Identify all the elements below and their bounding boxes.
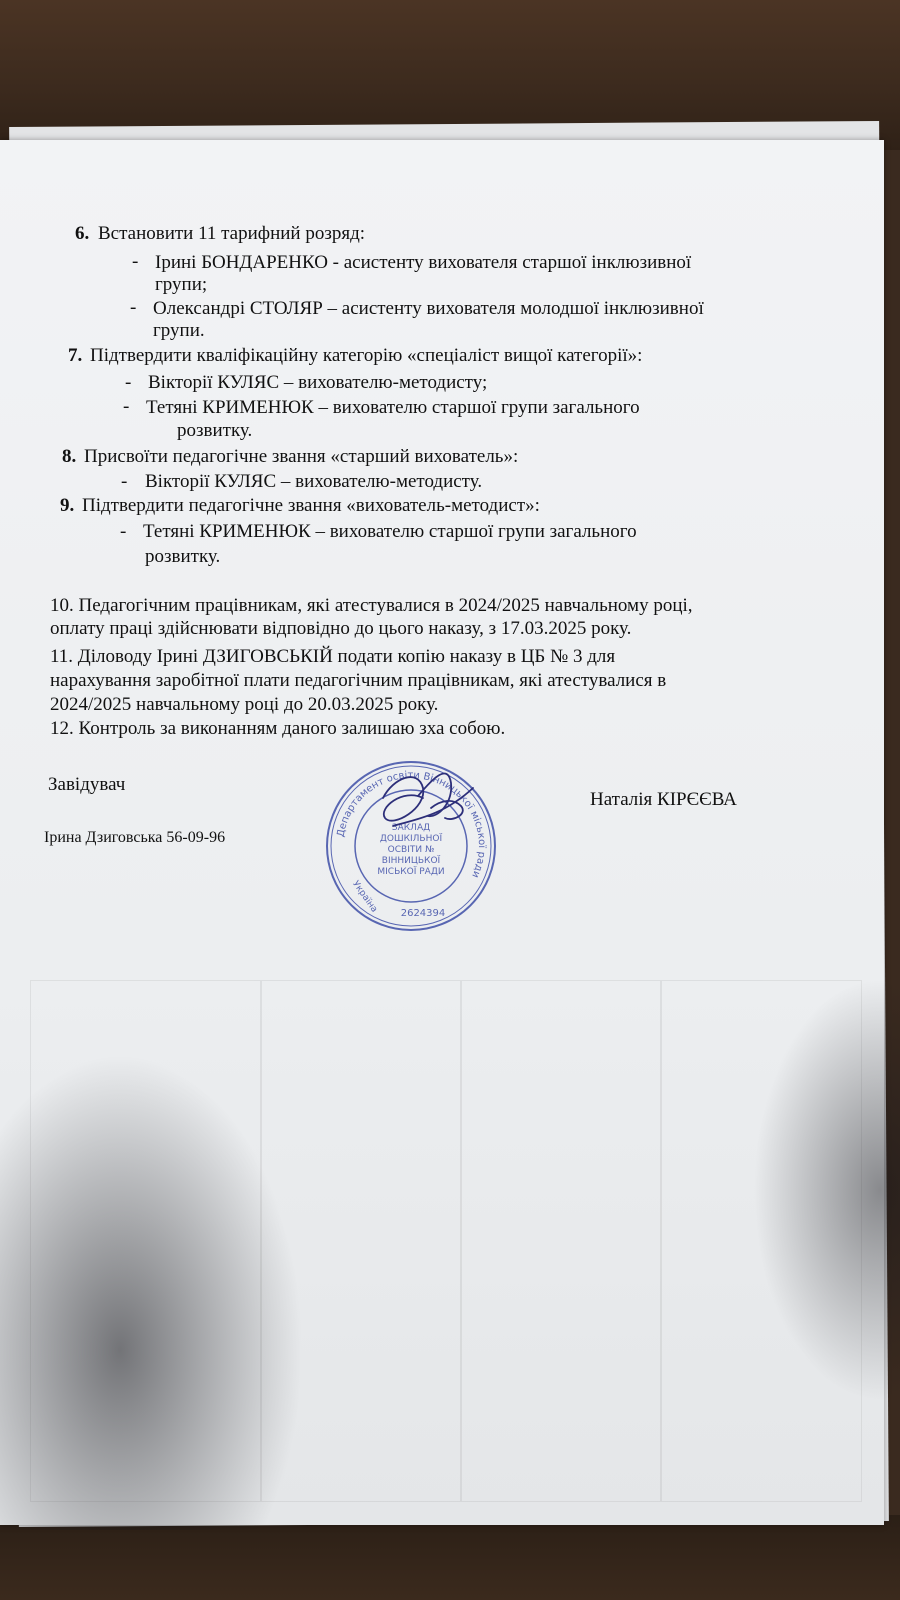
item-8a: Вікторії КУЛЯС – вихователю-методисту. bbox=[145, 471, 483, 492]
stamp-code: 2624394 bbox=[400, 908, 446, 919]
item-10-line1: 10. Педагогічним працівникам, які атестувалися в 2024/2025 навчальному році, bbox=[50, 595, 693, 616]
bullet-dash: - bbox=[130, 297, 137, 318]
item-7b-line2: розвитку. bbox=[177, 420, 253, 441]
official-stamp bbox=[323, 758, 499, 934]
item-6a-line1: Ірині БОНДАРЕНКО - асистенту вихователя старшої інклюзивної bbox=[155, 252, 692, 273]
signer-position: Завідувач bbox=[48, 774, 126, 795]
item-9a-line2: розвитку. bbox=[145, 546, 221, 567]
bullet-dash: - bbox=[120, 521, 127, 542]
item-7b-line1: Тетяні КРИМЕНЮК – вихователю старшої групи загального bbox=[146, 397, 640, 418]
item-11-line2: нарахування заробітної плати педагогічним працівникам, які атестувалися в bbox=[50, 670, 667, 691]
stamp-ring-bottom: Україна bbox=[350, 879, 380, 915]
item-9a-line1: Тетяні КРИМЕНЮК – вихователю старшої групи загального bbox=[143, 521, 637, 542]
signer-name: Наталія КІРЄЄВА bbox=[590, 789, 737, 810]
item-6-number: 6. bbox=[75, 223, 90, 244]
stamp-center-line4: ВІННИЦЬКОЇ bbox=[381, 856, 441, 866]
item-6b-line2: групи. bbox=[153, 320, 205, 341]
item-11-line1: 11. Діловоду Ірині ДЗИГОВСЬКІЙ подати копію наказу в ЦБ № 3 для bbox=[50, 646, 616, 667]
item-8-text: Присвоїти педагогічне звання «старший вихователь»: bbox=[84, 446, 519, 467]
ghost-cell bbox=[660, 980, 862, 1502]
bullet-dash: - bbox=[125, 372, 132, 393]
bleed-through-table bbox=[20, 960, 880, 1520]
item-9-text: Підтвердити педагогічне звання «вихователь-методист»: bbox=[82, 495, 540, 516]
desk-background-bottom bbox=[0, 1515, 900, 1600]
ghost-cell bbox=[30, 980, 262, 1502]
item-12: 12. Контроль за виконанням даного залишаю зха собою. bbox=[50, 718, 506, 739]
item-7a: Вікторії КУЛЯС – вихователю-методисту; bbox=[148, 372, 488, 393]
item-6a-line2: групи; bbox=[155, 274, 208, 295]
ghost-cell bbox=[460, 980, 662, 1502]
stamp-center-line5: МІСЬКОЇ РАДИ bbox=[377, 867, 445, 877]
executor-contact: Ірина Дзиговська 56-09-96 bbox=[44, 829, 226, 846]
item-6-text: Встановити 11 тарифний розряд: bbox=[98, 223, 366, 244]
bullet-dash: - bbox=[132, 251, 139, 272]
stamp-center-line1: ЗАКЛАД bbox=[391, 823, 431, 833]
ghost-cell bbox=[260, 980, 462, 1502]
item-11-line3: 2024/2025 навчальному році до 20.03.2025 року. bbox=[50, 694, 439, 715]
item-7-text: Підтвердити кваліфікаційну категорію «спеціаліст вищої категорії»: bbox=[90, 345, 643, 366]
bullet-dash: - bbox=[123, 396, 130, 417]
bullet-dash: - bbox=[121, 471, 128, 492]
stamp-ring-text: Департамент освіти Вінницької міської ради bbox=[335, 769, 488, 880]
item-6b-line1: Олександрі СТОЛЯР – асистенту вихователя молодшої інклюзивної bbox=[153, 298, 704, 319]
stamp-center-line3: ОСВІТИ № bbox=[387, 845, 435, 855]
item-9-number: 9. bbox=[60, 495, 75, 516]
item-8-number: 8. bbox=[62, 446, 77, 467]
stamp-center-line2: ДОШКІЛЬНОЇ bbox=[379, 834, 443, 844]
item-10-line2: оплату праці здійснювати відповідно до цього наказу, з 17.03.2025 року. bbox=[50, 618, 632, 639]
item-7-number: 7. bbox=[68, 345, 83, 366]
